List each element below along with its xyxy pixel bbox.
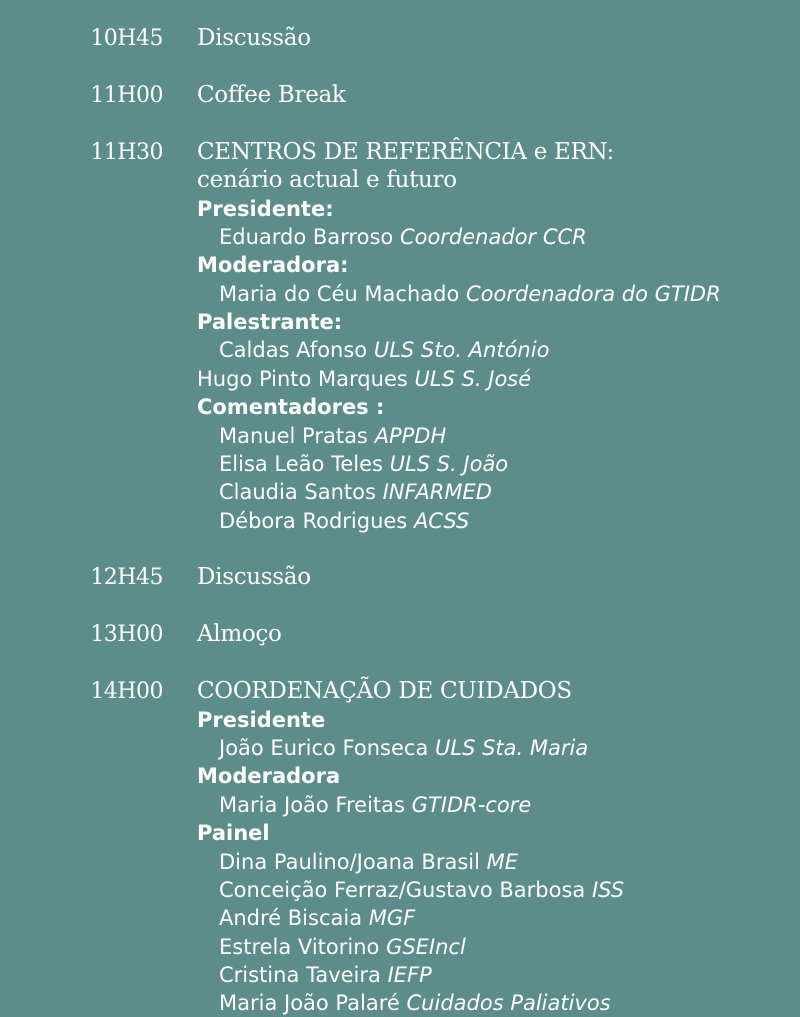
session-title: Discussão (197, 564, 311, 590)
role-label-painel: Painel (197, 821, 270, 845)
role-label-comentadores: Comentadores : (197, 395, 385, 419)
role-label-palestrante: Palestrante: (197, 310, 343, 334)
session-title: COORDENAÇÃO DE CUIDADOS (197, 678, 572, 704)
participant: Elisa Leão Teles ULS S. João (219, 452, 509, 476)
participant: João Eurico Fonseca ULS Sta. Maria (219, 736, 589, 760)
session-title: Discussão (197, 25, 311, 51)
participant: Hugo Pinto Marques ULS S. José (197, 367, 532, 391)
session-time: 10H45 (90, 26, 163, 51)
session-title: CENTROS DE REFERÊNCIA e ERN: cenário actual e futuro (197, 139, 615, 193)
participant: Estrela Vitorino GSEIncl (219, 935, 466, 959)
role-label-presidente: Presidente: (197, 197, 334, 221)
participant: Maria do Céu Machado Coordenadora do GTIDR (219, 282, 721, 306)
participant: André Biscaia MGF (219, 906, 416, 930)
participant: Maria João Palaré Cuidados Paliativos (219, 991, 611, 1015)
session-time: 11H30 (90, 140, 163, 165)
participant: Débora Rodrigues ACSS (219, 509, 470, 533)
role-label-moderadora: Moderadora: (197, 253, 349, 277)
session-time: 14H00 (90, 679, 163, 704)
role-label-presidente: Presidente (197, 708, 326, 732)
participant: Claudia Santos INFARMED (219, 480, 492, 504)
session-title: Almoço (197, 621, 282, 647)
participant: Cristina Taveira IEFP (219, 963, 432, 987)
participant: Caldas Afonso ULS Sto. António (219, 338, 550, 362)
session-title: Coffee Break (197, 82, 346, 108)
participant: Manuel Pratas APPDH (219, 424, 447, 448)
session-time: 13H00 (90, 622, 163, 647)
role-label-moderadora: Moderadora (197, 764, 341, 788)
participant: Eduardo Barroso Coordenador CCR (219, 225, 587, 249)
participant: Conceição Ferraz/Gustavo Barbosa ISS (219, 878, 625, 902)
session-time: 12H45 (90, 565, 163, 590)
session-time: 11H00 (90, 83, 163, 108)
participant: Maria João Freitas GTIDR-core (219, 793, 532, 817)
participant: Dina Paulino/Joana Brasil ME (219, 850, 519, 874)
